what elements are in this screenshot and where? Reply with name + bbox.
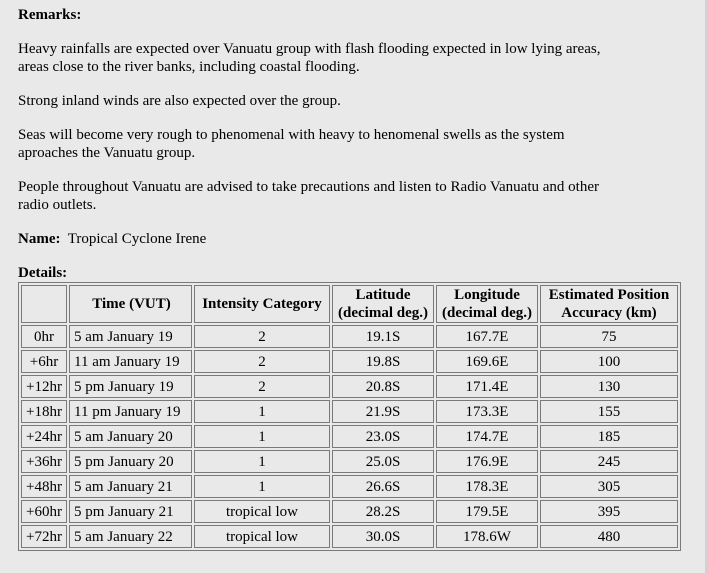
cell-longitude: 171.4E — [436, 375, 538, 398]
remark-seas-line2: aproaches the Vanuatu group. — [18, 145, 196, 161]
cell-period: +72hr — [21, 525, 67, 548]
cell-period: +24hr — [21, 425, 67, 448]
longitude-header-line1: Longitude — [454, 287, 520, 303]
cell-latitude: 21.9S — [332, 400, 434, 423]
cyclone-name: Tropical Cyclone Irene — [67, 231, 207, 247]
cell-intensity: 1 — [194, 450, 330, 473]
cell-time: 5 pm January 20 — [69, 450, 192, 473]
cell-latitude: 30.0S — [332, 525, 434, 548]
table-header-row — [21, 285, 678, 323]
cell-accuracy: 245 — [540, 450, 678, 473]
cell-accuracy: 185 — [540, 425, 678, 448]
cell-time: 5 pm January 21 — [69, 500, 192, 523]
cell-time: 5 am January 20 — [69, 425, 192, 448]
cell-intensity: 2 — [194, 350, 330, 373]
remark-paragraph-advice — [18, 178, 688, 214]
col-header-accuracy — [540, 285, 678, 323]
cell-accuracy: 395 — [540, 500, 678, 523]
cell-intensity: 1 — [194, 425, 330, 448]
cell-time: 5 am January 21 — [69, 475, 192, 498]
table-row — [21, 425, 678, 448]
accuracy-header-line1: Estimated Position — [548, 287, 670, 303]
cell-accuracy: 130 — [540, 375, 678, 398]
cell-time: 5 pm January 19 — [69, 375, 192, 398]
remark-winds-line1: Strong inland winds are also expected over the group. — [18, 93, 341, 109]
table-row — [21, 525, 678, 548]
cyclone-name-line — [18, 230, 688, 248]
col-header-time: Time (VUT) — [69, 285, 192, 323]
latitude-header-line2: (decimal deg.) — [338, 305, 428, 321]
remark-rainfall-line2: areas close to the river banks, including coastal flooding. — [18, 59, 360, 75]
cell-accuracy: 75 — [540, 325, 678, 348]
cell-latitude: 23.0S — [332, 425, 434, 448]
cell-longitude: 167.7E — [436, 325, 538, 348]
table-row — [21, 450, 678, 473]
cell-period: +12hr — [21, 375, 67, 398]
cell-intensity: 2 — [194, 375, 330, 398]
cell-period: +48hr — [21, 475, 67, 498]
cell-period: +36hr — [21, 450, 67, 473]
remark-paragraph-seas — [18, 126, 688, 162]
accuracy-header-line2: Accuracy (km) — [561, 305, 657, 321]
cell-period: 0hr — [21, 325, 67, 348]
forecast-table — [18, 282, 681, 551]
table-row — [21, 325, 678, 348]
cell-time: 11 pm January 19 — [69, 400, 192, 423]
longitude-header-line2: (decimal deg.) — [442, 305, 532, 321]
cell-time: 5 am January 19 — [69, 325, 192, 348]
cell-time: 5 am January 22 — [69, 525, 192, 548]
table-row — [21, 475, 678, 498]
cell-latitude: 19.1S — [332, 325, 434, 348]
cell-latitude: 28.2S — [332, 500, 434, 523]
cell-longitude: 169.6E — [436, 350, 538, 373]
cell-intensity: tropical low — [194, 525, 330, 548]
table-row — [21, 400, 678, 423]
cell-intensity: tropical low — [194, 500, 330, 523]
cell-period: +60hr — [21, 500, 67, 523]
col-header-latitude — [332, 285, 434, 323]
remark-advice-line1: People throughout Vanuatu are advised to take precautions and listen to Radio Vanuatu and other — [18, 179, 599, 195]
cell-longitude: 179.5E — [436, 500, 538, 523]
remark-paragraph-winds — [18, 92, 688, 110]
cell-accuracy: 480 — [540, 525, 678, 548]
cell-latitude: 25.0S — [332, 450, 434, 473]
cell-longitude: 176.9E — [436, 450, 538, 473]
cell-intensity: 2 — [194, 325, 330, 348]
cell-period: +6hr — [21, 350, 67, 373]
cell-accuracy: 305 — [540, 475, 678, 498]
remark-seas-line1: Seas will become very rough to phenomenal with heavy to henomenal swells as the system — [18, 127, 565, 143]
cell-intensity: 1 — [194, 475, 330, 498]
remark-paragraph-rainfall — [18, 40, 688, 76]
remark-rainfall-line1: Heavy rainfalls are expected over Vanuatu group with flash flooding expected in low lying areas, — [18, 41, 601, 57]
remark-advice-line2: radio outlets. — [18, 197, 97, 213]
cell-period: +18hr — [21, 400, 67, 423]
cell-latitude: 26.6S — [332, 475, 434, 498]
cell-longitude: 178.6W — [436, 525, 538, 548]
table-row — [21, 375, 678, 398]
bulletin-content — [18, 6, 688, 551]
table-row — [21, 350, 678, 373]
latitude-header-line1: Latitude — [355, 287, 411, 303]
cell-longitude: 178.3E — [436, 475, 538, 498]
col-header-longitude — [436, 285, 538, 323]
cell-accuracy: 155 — [540, 400, 678, 423]
cell-longitude: 174.7E — [436, 425, 538, 448]
cell-accuracy: 100 — [540, 350, 678, 373]
name-label: Name: — [18, 231, 61, 247]
cell-longitude: 173.3E — [436, 400, 538, 423]
details-heading: Details: — [18, 265, 68, 281]
cell-time: 11 am January 19 — [69, 350, 192, 373]
col-header-intensity: Intensity Category — [194, 285, 330, 323]
col-header-period — [21, 285, 67, 323]
cell-latitude: 20.8S — [332, 375, 434, 398]
cell-intensity: 1 — [194, 400, 330, 423]
remarks-heading: Remarks: — [18, 7, 82, 23]
cell-latitude: 19.8S — [332, 350, 434, 373]
table-row — [21, 500, 678, 523]
